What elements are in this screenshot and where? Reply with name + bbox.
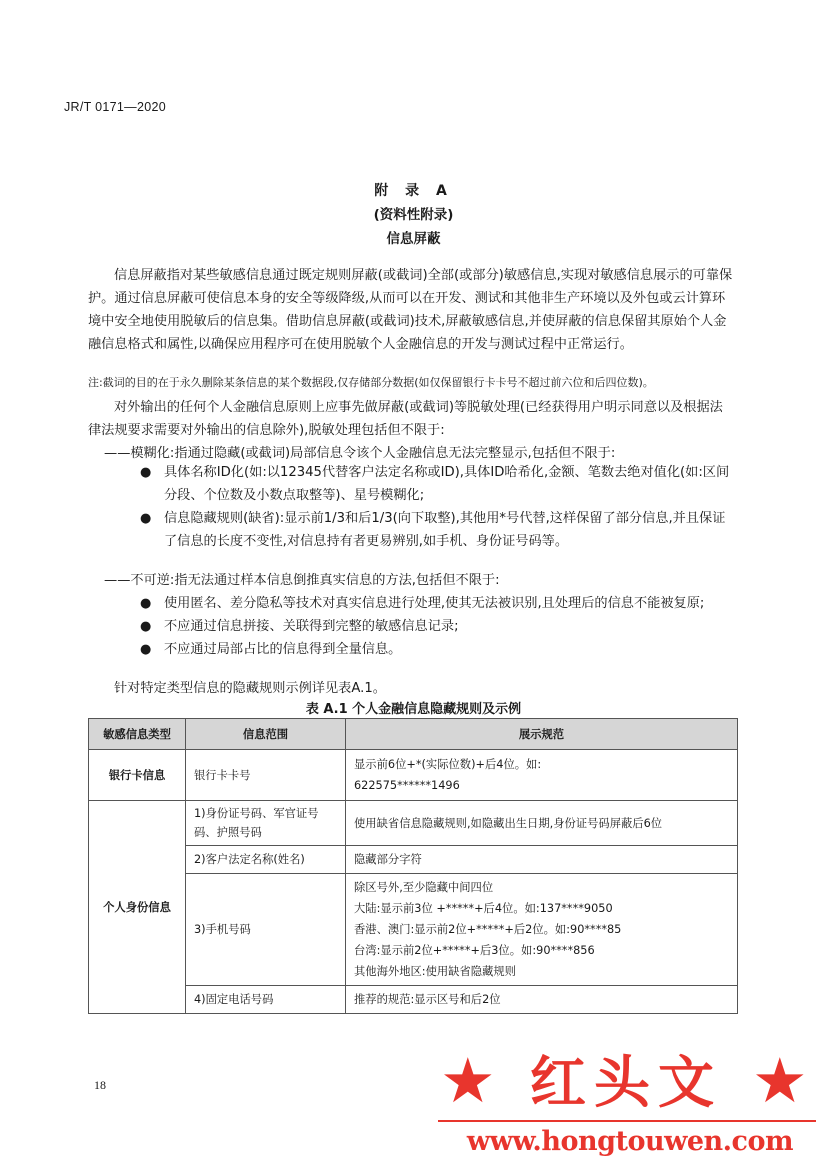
bullet-icon: ● (140, 465, 152, 480)
table-row (89, 846, 738, 874)
scope-cell: 3)手机号码 (186, 874, 346, 986)
display-cell: 推荐的规范:显示区号和后2位 (346, 986, 738, 1014)
table-row (89, 874, 738, 986)
list-item: ● 具体名称ID化(如:以12345代替客户法定名称或ID),具体ID哈希化,金额、笔数去绝对值化(如:区间分段、个位数及小数点取整等)、星号模糊化; (140, 461, 736, 507)
table-header-row (89, 719, 738, 750)
irreversible-heading: ——不可逆:指无法通过样本信息倒推真实信息的方法,包括但不限于: (104, 573, 500, 588)
watermark-url: www.hongtouwen.com (466, 1126, 794, 1157)
watermark-text: 红头文 (530, 1050, 722, 1116)
bullet-icon: ● (140, 619, 152, 634)
fuzzy-bullet-list (140, 461, 736, 553)
hiding-rules-table (88, 718, 738, 1014)
closing-paragraph: 针对特定类型信息的隐藏规则示例详见表A.1。 (114, 681, 386, 696)
list-item: ● 使用匿名、差分隐私等技术对真实信息进行处理,使其无法被识别,且处理后的信息不能被复原; (140, 592, 736, 615)
watermark-star-icon: ★ (440, 1044, 496, 1117)
list-item: ● 不应通过信息拼接、关联得到完整的敏感信息记录; (140, 615, 736, 638)
intro-paragraph: 信息屏蔽指对某些敏感信息通过既定规则屏蔽(或截词)全部(或部分)敏感信息,实现对敏感信息展示的可靠保护。通过信息屏蔽可使信息本身的安全等级降级,从而可以在开发、测试和其他非生产环境以及外包或云计算环境中安全地使用脱敏后的信息集。借助信息屏蔽(或截词)技术,屏蔽敏感信息,并使屏蔽的信息保留其原始个人金融信息格式和属性,以确保应用程序可在使用脱敏个人金融信息的开发与测试过程中正常运行。 (88, 268, 733, 352)
list-item: ● 不应通过局部占比的信息得到全量信息。 (140, 638, 736, 661)
header-category: 敏感信息类型 (89, 719, 186, 750)
display-cell: 隐藏部分字符 (346, 846, 738, 874)
bullet-icon: ● (140, 596, 152, 611)
document-code: JR/T 0171—2020 (64, 100, 166, 114)
table-caption: 表 A.1 个人金融信息隐藏规则及示例 (305, 702, 522, 717)
list-item: ● 信息隐藏规则(缺省):显示前1/3和后1/3(向下取整),其他用*号代替,这样保留了部分信息,并且保证了信息的长度不变性,对信息持有者更易辨别,如手机、身份证号码等。 (140, 507, 736, 553)
header-display: 展示规范 (346, 719, 738, 750)
table-row (89, 750, 738, 801)
bullet-icon: ● (140, 511, 152, 526)
display-cell: 除区号外,至少隐藏中间四位 大陆:显示前3位 +*****+后4位。如:137****9050 香港、澳门:显示前2位+*****+后2位。如:90****85 台湾:显示前2位+*****+后3位。如:90****856 其他海外地区:使用缺省隐藏规则 (346, 874, 738, 986)
category-cell: 银行卡信息 (89, 750, 186, 801)
appendix-heading: 信息屏蔽 (386, 231, 441, 247)
bullet-icon: ● (140, 642, 152, 657)
appendix-title: 附 录 A (374, 183, 453, 199)
category-cell: 个人身份信息 (89, 801, 186, 1014)
watermark-divider (438, 1120, 816, 1122)
scope-cell: 4)固定电话号码 (186, 986, 346, 1014)
page-number: 18 (94, 1078, 106, 1092)
scope-cell: 银行卡卡号 (186, 750, 346, 801)
output-paragraph: 对外输出的任何个人金融信息原则上应事先做屏蔽(或截词)等脱敏处理(已经获得用户明示同意以及根据法律法规要求需要对外输出的信息除外),脱敏处理包括但不限于: (88, 400, 723, 438)
table-row (89, 986, 738, 1014)
watermark-star-icon: ★ (752, 1044, 808, 1117)
scope-cell: 2)客户法定名称(姓名) (186, 846, 346, 874)
fuzzy-heading: ——模糊化:指通过隐藏(或截词)局部信息令该个人金融信息无法完整显示,包括但不限于: (104, 446, 616, 461)
display-cell: 显示前6位+*(实际位数)+后4位。如: 622575******1496 (346, 750, 738, 801)
table-row (89, 801, 738, 846)
irreversible-bullet-list (140, 592, 736, 661)
scope-cell: 1)身份证号码、军官证号码、护照号码 (186, 801, 346, 846)
appendix-subtitle: (资料性附录) (373, 207, 454, 223)
header-scope: 信息范围 (186, 719, 346, 750)
display-cell: 使用缺省信息隐藏规则,如隐藏出生日期,身份证号码屏蔽后6位 (346, 801, 738, 846)
note-paragraph: 注:截词的目的在于永久删除某条信息的某个数据段,仅存储部分数据(如仅保留银行卡卡号不超过前六位和后四位数)。 (88, 376, 654, 389)
